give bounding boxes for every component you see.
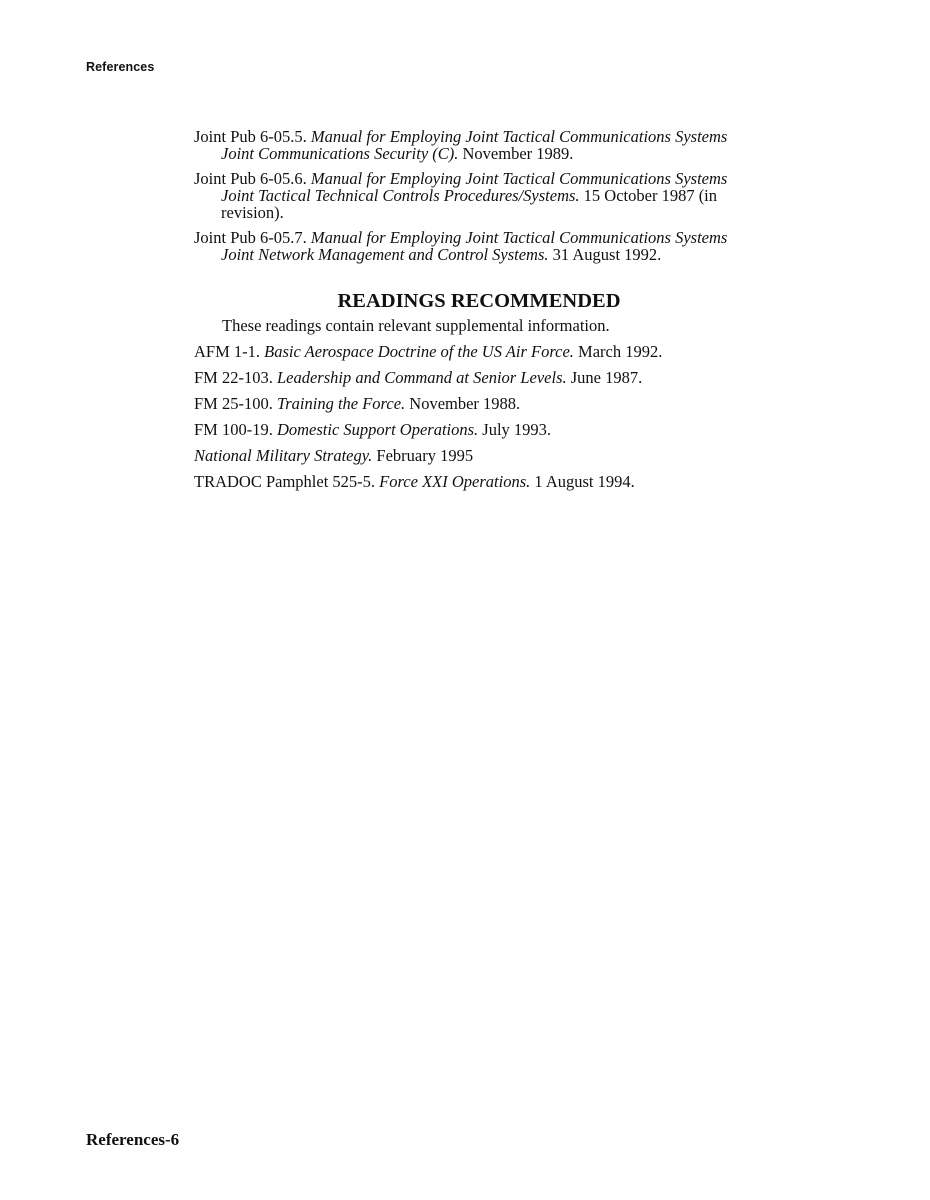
section-intro: These readings contain relevant supplemental information. [222, 316, 610, 335]
reading-suffix: 1 August 1994. [534, 472, 635, 491]
reading-title: Basic Aerospace Doctrine of the US Air Force. [264, 342, 574, 361]
reading-suffix: July 1993. [482, 420, 552, 439]
reading-suffix: February 1995 [376, 446, 474, 465]
reference-title: Manual for Employing Joint Tactical Communications Systems Joint Communications Security (C). [221, 127, 728, 163]
reading-entry [194, 395, 764, 413]
reference-prefix: Joint Pub 6-05.5. [194, 127, 307, 146]
reading-prefix: AFM 1-1. [194, 342, 261, 361]
reading-entry [194, 369, 764, 387]
reading-prefix: FM 22-103. [194, 368, 273, 387]
reading-prefix: TRADOC Pamphlet 525-5. [194, 472, 376, 491]
reading-entry [194, 421, 764, 439]
reading-entry [194, 473, 764, 491]
page-content [194, 128, 764, 499]
reference-entry [194, 170, 764, 221]
reading-entry [194, 447, 764, 465]
reading-title: Domestic Support Operations. [276, 420, 479, 439]
reading-suffix: June 1987. [570, 368, 643, 387]
reading-prefix: FM 25-100. [194, 394, 273, 413]
reading-title: National Military Strategy. [194, 446, 373, 465]
reading-title: Training the Force. [276, 394, 406, 413]
reference-entry [194, 229, 764, 263]
reference-suffix: 31 August 1992. [552, 245, 662, 264]
reference-title: Manual for Employing Joint Tactical Communications Systems Joint Network Management and Control Systems. [221, 228, 728, 264]
reading-title: Leadership and Command at Senior Levels. [276, 368, 567, 387]
page-number: References-6 [86, 1130, 180, 1149]
reference-suffix: November 1989. [462, 144, 574, 163]
reference-prefix: Joint Pub 6-05.7. [194, 228, 307, 247]
running-head: References [86, 60, 155, 74]
reading-prefix: FM 100-19. [194, 420, 273, 439]
section-heading: READINGS RECOMMENDED [337, 290, 621, 312]
reading-suffix: November 1988. [409, 394, 521, 413]
reading-entry [194, 343, 764, 361]
reading-suffix: March 1992. [578, 342, 663, 361]
reference-entry [194, 128, 764, 162]
reading-title: Force XXI Operations. [379, 472, 531, 491]
reference-title: Manual for Employing Joint Tactical Communications Systems Joint Tactical Technical Controls Procedures/Systems. [221, 169, 728, 205]
reference-prefix: Joint Pub 6-05.6. [194, 169, 307, 188]
reference-suffix: 15 October 1987 (in revision). [221, 186, 718, 222]
